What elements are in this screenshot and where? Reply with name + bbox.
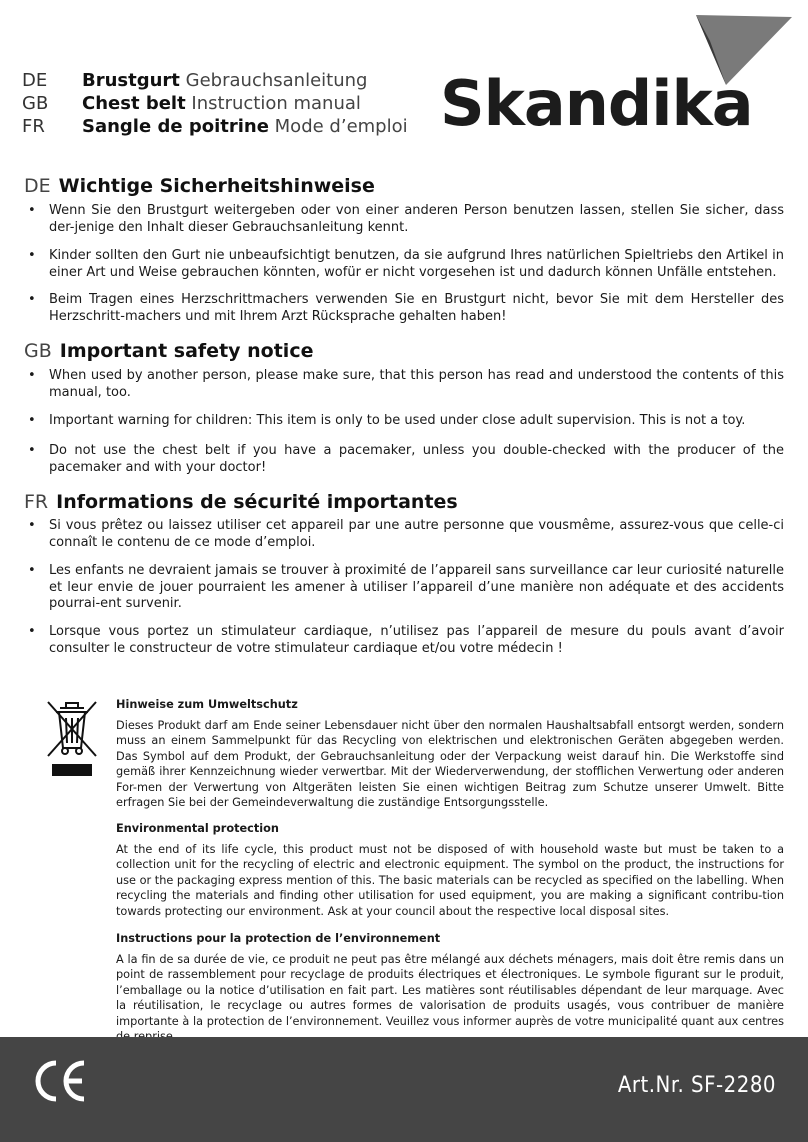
doc-type: Gebrauchsanleitung bbox=[185, 70, 368, 91]
env-text: A la fin de sa durée de vie, ce produit ne peut pas être mélangé aux déchets ménagers, mais doit être remis dans un point de rassemblement pour recyclage de produits électriques et électroniques. Le symbole figurant sur le produit, l’emballage ou la notice d’utilisation en fait part. Les matières sont réutilisables dépendant de leur marquage. Avec la réutilisation, le recyclage ou autres formes de valorisation de produits usagés, vous contribuer de manière importante à la protection de l’environnement. Veuillez vous informer auprès de votre municipalité quant aux centres bbox=[116, 952, 784, 1028]
bullet-icon: • bbox=[28, 624, 36, 639]
list-item bbox=[28, 413, 784, 430]
doc-type: Mode d’emploi bbox=[274, 116, 408, 137]
lang-code: DE bbox=[22, 70, 48, 91]
doc-type: Instruction manual bbox=[191, 93, 361, 114]
bullet-icon: • bbox=[28, 368, 36, 383]
list-item bbox=[28, 518, 784, 551]
list-item bbox=[28, 443, 784, 476]
brand-name: Skandika bbox=[440, 67, 753, 140]
env-heading: Instructions pour la protection de l’environnement bbox=[116, 932, 441, 945]
list-item-text: Lorsque vous portez un stimulateur cardiaque, n’utilisez pas l’appareil de mesure du pouls avant d’avoir consulter le constructeur de votre stimulateur cardiaque et/ou votre médecin ! bbox=[49, 624, 784, 656]
list-item bbox=[28, 203, 784, 236]
list-item-text: Do not use the chest belt if you have a pacemaker, unless you double-checked with the producer of the pacemaker and with your doctor! bbox=[49, 443, 784, 475]
ce-mark-icon bbox=[30, 1057, 90, 1105]
bullet-icon: • bbox=[28, 443, 36, 458]
product-name: Sangle de poitrine bbox=[82, 116, 269, 137]
list-item bbox=[28, 368, 784, 401]
list-item bbox=[28, 292, 784, 325]
section-lang: DE bbox=[24, 175, 51, 197]
list-item bbox=[28, 248, 784, 281]
env-block-gb bbox=[116, 821, 784, 919]
section-heading: Important safety notice bbox=[59, 340, 314, 362]
lang-code: FR bbox=[22, 116, 45, 137]
list-item-text: Si vous prêtez ou laissez utiliser cet appareil par une autre personne que vousmême, assurez-vous que celle-ci connaît le contenu de ce mode d’emploi. bbox=[49, 518, 784, 550]
list-item-text: When used by another person, please make sure, that this person has read and understood the contents of this manual, too. bbox=[49, 368, 784, 400]
bullet-icon: • bbox=[28, 518, 36, 533]
list-item-text: Beim Tragen eines Herzschrittmachers verwenden Sie en Brustgurt nicht, bevor Sie mit dem Hersteller des Herzschritt-machers und mit Ihrem Arzt Rücksprache gehalten haben! bbox=[49, 292, 784, 324]
env-heading: Environmental protection bbox=[116, 822, 279, 835]
title-row-gb bbox=[22, 92, 408, 115]
footer-bar bbox=[0, 1037, 808, 1142]
env-text: At the end of its life cycle, this product must not be disposed of with household waste but must be taken to a collection unit for the recycling of electric and electronic equipment. The symbol on the product, the instructions for use or the packaging express mention of this. The basic materials can be recycled as specified on the labelling. When recycling the materials and finding other utilisation for used equipment, you are making a significant contribu-tion towards protecting our environment. Ask at your council about the respective local disposal sites. bbox=[116, 842, 784, 918]
title-block bbox=[22, 69, 408, 138]
section-lang: GB bbox=[24, 340, 52, 362]
list-item-text: Kinder sollten den Gurt nie unbeaufsichtigt benutzen, da sie aufgrund Ihres natürlichen Spieltriebs den Artikel in einer Art und Weise gebrauchen könnten, wofür er nicht vorgesehen ist und dadurch können Unfälle entstehen. bbox=[49, 248, 784, 280]
brand-logo bbox=[440, 15, 790, 145]
bullet-icon: • bbox=[28, 292, 36, 307]
section-heading: Informations de sécurité importantes bbox=[56, 491, 458, 513]
section-title-gb bbox=[24, 340, 313, 362]
env-heading: Hinweise zum Umweltschutz bbox=[116, 698, 298, 711]
title-row-de bbox=[22, 69, 408, 92]
bullet-icon: • bbox=[28, 563, 36, 578]
section-title-de bbox=[24, 175, 375, 197]
env-block-fr bbox=[116, 931, 784, 1045]
list-item bbox=[28, 563, 784, 613]
section-lang: FR bbox=[24, 491, 49, 513]
title-row-fr bbox=[22, 115, 408, 138]
weee-bin-icon bbox=[44, 698, 100, 778]
bullet-icon: • bbox=[28, 248, 36, 263]
list-item-text: Les enfants ne devraient jamais se trouver à proximité de l’appareil sans surveillance car leur curiosité naturelle et leur envie de jouer pourraient les amener à utiliser l’appareil d’une manière non adéquate et des accidents pourrai-ent survenir. bbox=[49, 563, 784, 611]
article-number: Art.Nr. SF-2280 bbox=[617, 1073, 776, 1098]
product-name: Chest belt bbox=[82, 93, 186, 114]
list-item-text: Wenn Sie den Brustgurt weitergeben oder von einer anderen Person benutzen lassen, stellen Sie sicher, dass der-jenige den Inhalt dieser Gebrauchsanleitung kennt. bbox=[49, 203, 784, 235]
section-heading: Wichtige Sicherheitshinweise bbox=[58, 175, 375, 197]
env-block-de bbox=[116, 697, 784, 811]
section-title-fr bbox=[24, 491, 458, 513]
env-text: Dieses Produkt darf am Ende seiner Lebensdauer nicht über den normalen Haushaltsabfall entsorgt werden, sondern muss an einem Sammelpunkt für das Recycling von elektrischen und elektronischen Geräten abgegeben werden. Das Symbol auf dem Produkt, der Gebrauchsanleitung oder der Verpackung weist darauf hin. Die Werkstoffe sind gemäß ihrer Kennzeichnung wieder verwertbar. Mit der Wiederverwendung, der stofflichen Verwertung oder anderen For-men der Verwertung von Altgeräten leisten Sie einen wichtigen Beitrag zum Schutze unserer Umwelt. Bitte erfragen Sie bei der Gemeindeverwaltung die zuständige Entsorgungsstelle. bbox=[116, 718, 784, 809]
list-item bbox=[28, 624, 784, 657]
product-name: Brustgurt bbox=[82, 70, 180, 91]
bullet-icon: • bbox=[28, 413, 36, 428]
lang-code: GB bbox=[22, 93, 49, 114]
bullet-icon: • bbox=[28, 203, 36, 218]
list-item-text: Important warning for children: This item is only to be used under close adult supervision. This is not a toy. bbox=[49, 413, 746, 428]
